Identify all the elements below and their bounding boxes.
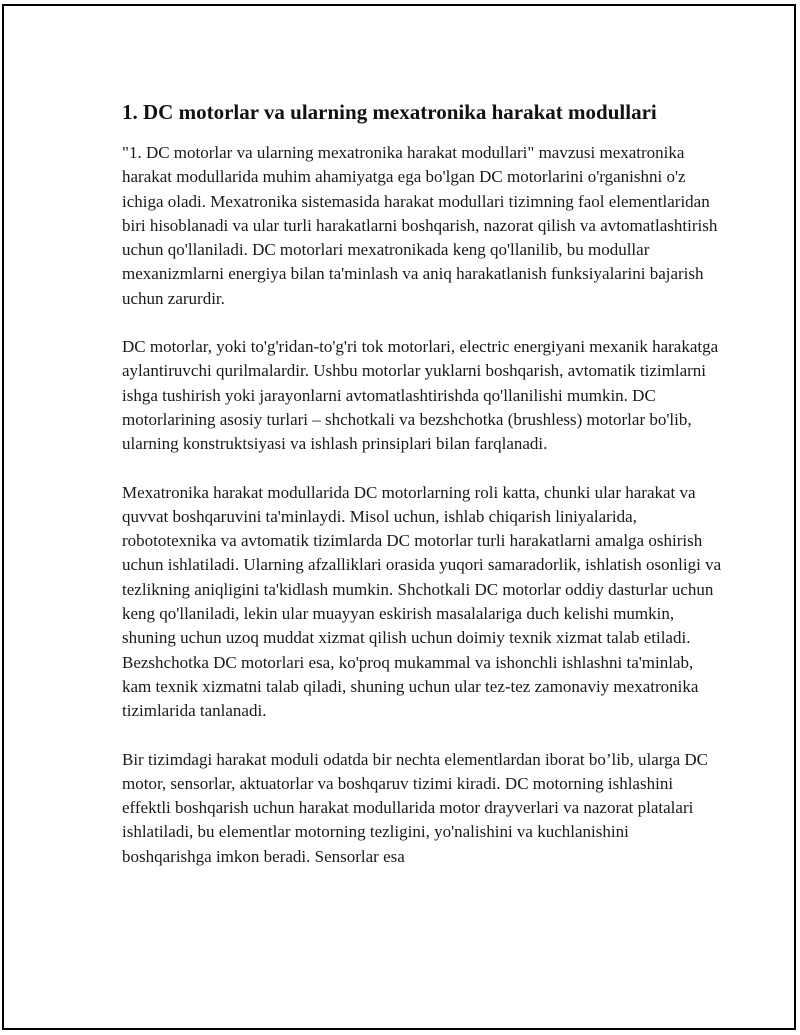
document-page (2, 4, 796, 1030)
paragraph-intro: "1. DC motorlar va ularning mexatronika harakat modullari" mavzusi mexatronika harakat modullarida muhim ahamiyatga ega bo'lgan DC motorlarini o'rganishni o'z ichiga oladi. Mexatronika sistemasida harakat modullari tizimning faol elementlaridan biri hisoblanadi va ular turli harakatlarni boshqarish, nazorat qilish va avtomatlashtirish uchun qo'llaniladi. DC motorlari mexatronikada keng qo'llanilib, bu modullar mexanizmlarni energiya bilan ta'minlash va aniq harakatlanish funksiyalarini bajarish uchun zarurdir. (122, 143, 718, 308)
document-body (122, 99, 722, 893)
page-title: 1. DC motorlar va ularning mexatronika harakat modullari (122, 100, 657, 124)
paragraph-motion-module: Bir tizimdagi harakat moduli odatda bir nechta elementlardan iborat bo’lib, ularga DC motor, sensorlar, aktuatorlar va boshqaruv tizimi kiradi. DC motorning ishlashini effektli boshqarish uchun harakat modullarida motor drayverlari va nazorat platalari ishlatiladi, bu elementlar motorning tezligini, yo'nalishini va kuchlanishini boshqarishga imkon beradi. Sensorlar esa (122, 749, 709, 866)
paragraph-dc-motor-types: DC motorlar, yoki to'g'ridan-to'g'ri tok motorlari, electric energiyani mexanik harakatga aylantiruvchi qurilmalardir. Ushbu motorlar yuklarni boshqarish, avtomatik tizimlarni ishga tushirish yoki jarayonlarni avtomatlashtirishda qo'llanilishi mumkin. DC motorlarining asosiy turlari – shchotkali va bezshchotka (brushless) motorlar bo'lib, ularning konstruktsiyasi va ishlash prinsiplari bilan farqlanadi. (122, 337, 719, 454)
paragraph-dc-motor-role: Mexatronika harakat modullarida DC motorlarning roli katta, chunki ular harakat va quvvat boshqaruvini ta'minlaydi. Misol uchun, ishlab chiqarish liniyalarida, robototexnika va avtomatik tizimlarda DC motorlar turli harakatlarni amalga oshirish uchun ishlatiladi. Ularning afzalliklari orasida yuqori samaradorlik, ishlatish osonligi va tezlikning aniqligini ta'kidlash mumkin. Shchotkali DC motorlar oddiy dasturlar uchun keng qo'llaniladi, lekin ular muayyan eskirish masalalariga duch kelishi mumkin, shuning uchun uzoq muddat xizmat qilish uchun doimiy texnik xizmat talab etiladi. Bezshchotka DC motorlari esa, ko'proq mukammal va ishonchli ishlashni ta'minlab, kam texnik xizmatni talab qiladi, shuning uchun ular tez-tez zamonaviy mexatronika tizimlarida tanlanadi. (122, 482, 722, 721)
